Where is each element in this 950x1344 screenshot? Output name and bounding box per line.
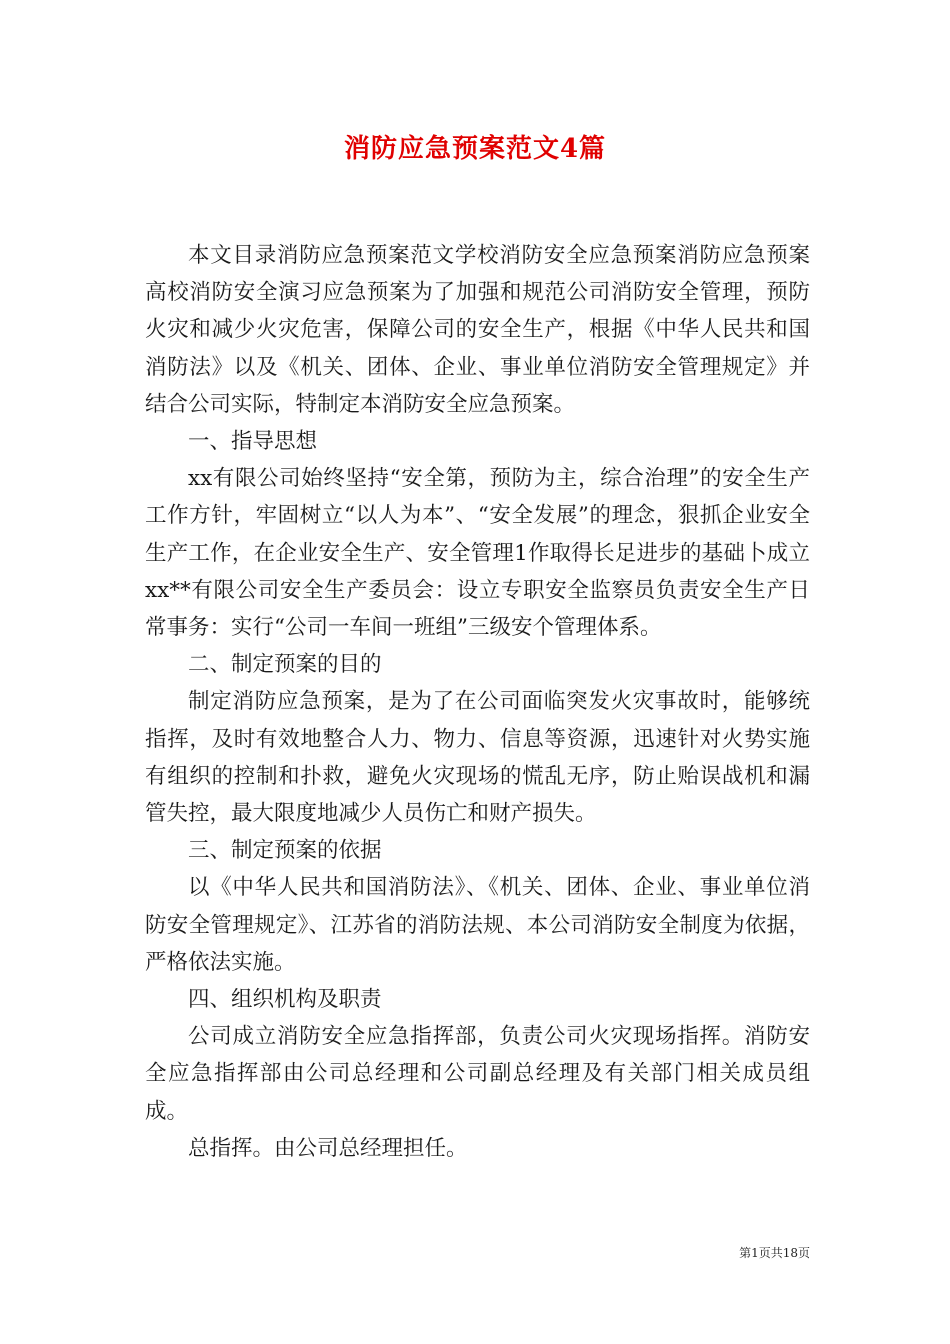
section-heading-basis: 三、制定预案的依据 [188, 838, 382, 864]
section-heading-purpose: 二、制定预案的目的 [188, 652, 382, 678]
section-heading-organization: 四、组织机构及职责 [188, 987, 382, 1013]
guiding-thought-paragraph: xx有限公司始终坚持“安全第，预防为主，综合治理”的安全生产工作方针，牢固树立“以人为本”、“安全发展”的理念，狠抓企业安全生产工作，在企业安全生产、安全管理1作取得长足进步的基础卜成立xx**有限公司安全生产委员会：设立专职安全监察员负责安全生产日常事务：实行“公司一车间一班组”三级安个管理体系。 [145, 466, 810, 641]
intro-paragraph: 本文目录消防应急预案范文学校消防安全应急预案消防应急预案高校消防安全演习应急预案为了加强和规范公司消防安全管理，预防火灾和减少火灾危害，保障公司的安全生产，根据《中华人民共和国消防法》以及《机关、团体、企业、事业单位消防安全管理规定》并结合公司实际，特制定本消防安全应急预案。 [145, 243, 810, 417]
basis-paragraph: 以《中华人民共和国消防法》、《机关、团体、企业、事业单位消防安全管理规定》、江苏省的消防法规、本公司消防安全制度为依据，严格依法实施。 [145, 875, 810, 975]
commander-paragraph: 总指挥。由公司总经理担任。 [188, 1135, 468, 1161]
organization-paragraph: 公司成立消防安全应急指挥部，负责公司火灾现场指挥。消防安全应急指挥部由公司总经理和公司副总经理及有关部门相关成员组成。 [145, 1024, 810, 1124]
purpose-paragraph: 制定消防应急预案，是为了在公司面临突发火灾事故时，能够统指挥，及时有效地整合人力、物力、信息等资源，迅速针对火势实施有组织的控制和扑救，避免火灾现场的慌乱无序，防止贻误战机和漏管失控，最大限度地减少人员伤亡和财产损失。 [145, 689, 810, 827]
page-number-footer: 第1页共18页 [739, 1246, 810, 1260]
section-heading-guiding-thought: 一、指导思想 [188, 429, 318, 455]
document-title: 消防应急预案范文4篇 [343, 134, 607, 164]
document-body [145, 237, 810, 1167]
